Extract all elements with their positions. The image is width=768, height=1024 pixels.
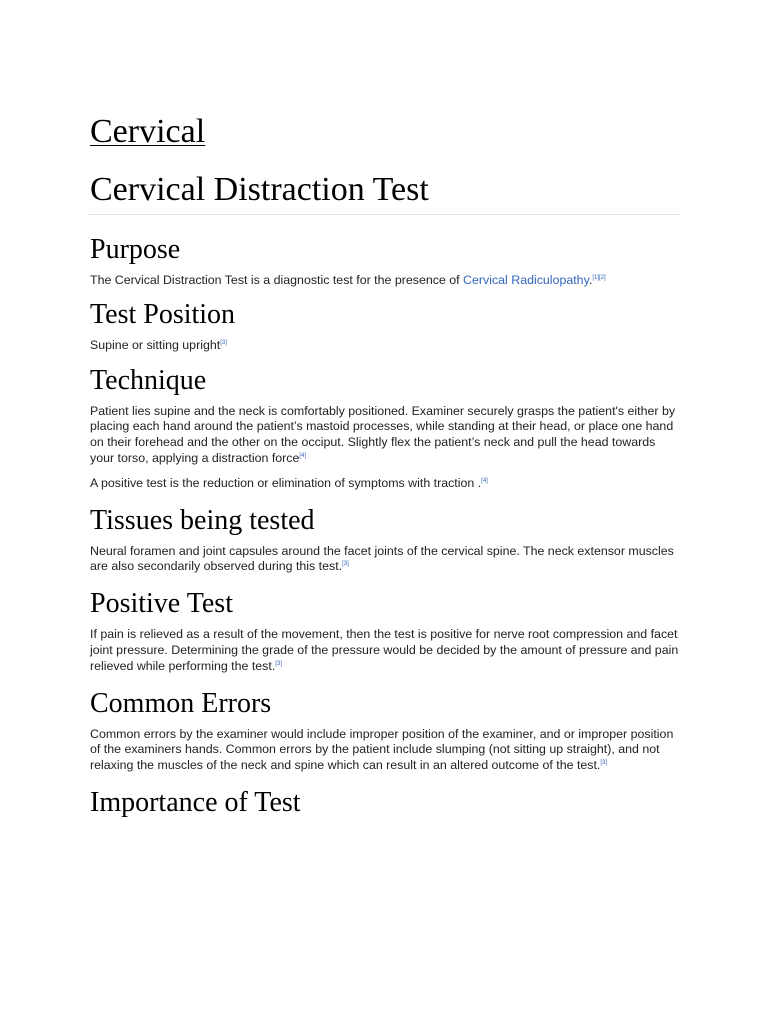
- heading-technique: Technique: [90, 364, 207, 396]
- link-cervical-radiculopathy[interactable]: Cervical Radiculopathy: [463, 273, 589, 287]
- tissues-text: Neural foramen and joint capsules around the facet joints of the cervical spine. The neck extensor muscles are also secondarily observed during this test.: [90, 543, 674, 574]
- page-title: Cervical Distraction Test: [88, 170, 680, 215]
- heading-tissues-being-tested: Tissues being tested: [90, 504, 315, 536]
- citation-ref-tissues[interactable]: [3]: [342, 561, 349, 568]
- paragraph-technique-1: [90, 404, 680, 467]
- paragraph-positive-test: [90, 627, 680, 674]
- citation-ref-technique-2[interactable]: [4]: [481, 477, 488, 484]
- heading-positive-test: Positive Test: [90, 588, 233, 620]
- technique-text-1: Patient lies supine and the neck is comfortably positioned. Examiner securely grasps the patient's either by placing each hand around the patient’s mastoid processes, while standing at their head, or place one hand on their forehead and the other on the occiput. Slightly flex the patient’s neck and pull the head towards your torso, applying a distraction force: [90, 403, 676, 465]
- test-position-text: Supine or sitting upright: [90, 337, 221, 352]
- citation-ref-technique-1[interactable]: [4]: [299, 452, 307, 459]
- positive-test-text: If pain is relieved as a result of the movement, then the test is positive for nerve root compression and facet joint pressure. Determining the grade of the pressure would be decided by the amount of pressure and pain relieved while performing the test.: [90, 627, 679, 673]
- paragraph-test-position: [90, 338, 680, 354]
- citation-ref-test-position[interactable]: [3]: [220, 339, 227, 346]
- citation-ref-purpose[interactable]: [1][2]: [592, 275, 606, 281]
- paragraph-tissues: [90, 544, 680, 576]
- citation-ref-positive-test[interactable]: [3]: [275, 660, 282, 667]
- common-errors-text: Common errors by the examiner would include improper position of the examiner, and or improper position of the examiners hands. Common errors by the patient include slumping (not sitting up straight), and not relaxing the muscles of the neck and spine which can result in an altered outcome of the test.: [90, 726, 674, 773]
- purpose-text: The Cervical Distraction Test is a diagnostic test for the presence of: [90, 273, 464, 287]
- paragraph-common-errors: [90, 727, 680, 774]
- heading-common-errors: Common Errors: [90, 687, 272, 719]
- technique-text-2: A positive test is the reduction or elimination of symptoms with traction .: [90, 475, 482, 490]
- heading-test-position: Test Position: [90, 298, 236, 330]
- citation-ref-common-errors[interactable]: [3]: [600, 760, 608, 767]
- article: [90, 112, 680, 820]
- paragraph-purpose: [90, 273, 680, 289]
- heading-importance-of-test: Importance of Test: [90, 786, 301, 818]
- heading-purpose: Purpose: [90, 234, 181, 265]
- purpose-period: .: [588, 273, 593, 287]
- breadcrumb-link-cervical[interactable]: Cervical: [90, 113, 206, 150]
- paragraph-technique-2: [90, 476, 680, 492]
